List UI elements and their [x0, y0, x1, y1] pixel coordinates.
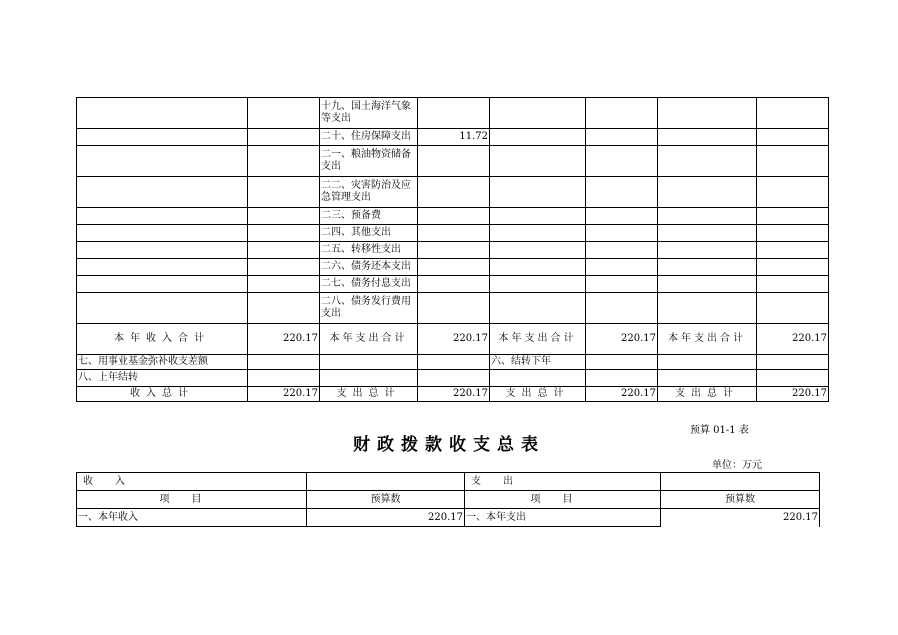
- expenditure-group-header-label: 支出: [471, 475, 535, 487]
- item-cell: [77, 225, 248, 242]
- item-cell: [490, 276, 586, 293]
- item-cell: [77, 276, 248, 293]
- form-code: 预算 01-1 表: [690, 425, 749, 436]
- amount-cell: [586, 355, 658, 370]
- amount-cell: 220.17: [248, 324, 320, 355]
- item-cell: 十九、国土海洋气象等支出: [320, 98, 418, 129]
- amount-cell: [757, 293, 829, 324]
- amount-cell: [757, 146, 829, 177]
- amount-cell: [418, 146, 490, 177]
- amount-cell: 220.17: [248, 387, 320, 402]
- amount-cell: [418, 177, 490, 208]
- amount-cell: [586, 177, 658, 208]
- item-cell: 二六、债务还本支出: [320, 259, 418, 276]
- col-header-item: 项目: [465, 491, 661, 509]
- amount-cell: [586, 370, 658, 387]
- amount-cell: [248, 98, 320, 129]
- item-cell: 二七、债务付息支出: [320, 276, 418, 293]
- amount-cell: [248, 129, 320, 146]
- income-budget-cell: 220.17: [307, 509, 465, 527]
- amount-cell: [418, 98, 490, 129]
- amount-cell: 220.17: [757, 387, 829, 402]
- fiscal-appropriation-summary-table: [76, 472, 820, 527]
- amount-cell: [586, 208, 658, 225]
- amount-cell: [757, 355, 829, 370]
- item-cell: 二三、预备费: [320, 208, 418, 225]
- amount-cell: 220.17: [418, 387, 490, 402]
- expenditure-item-cell: 一、本年支出: [465, 509, 661, 527]
- item-cell: [490, 242, 586, 259]
- amount-cell: [586, 225, 658, 242]
- amount-cell: 220.17: [586, 387, 658, 402]
- amount-cell: [757, 208, 829, 225]
- item-cell: [77, 98, 248, 129]
- item-cell: [77, 177, 248, 208]
- amount-cell: 11.72: [418, 129, 490, 146]
- amount-cell: [248, 259, 320, 276]
- item-cell: [658, 370, 757, 387]
- income-group-header-label: 收入: [83, 475, 147, 487]
- item-cell: 本年支出合计: [490, 324, 586, 355]
- item-cell: [77, 146, 248, 177]
- amount-cell: [586, 98, 658, 129]
- item-cell: 二十、住房保障支出: [320, 129, 418, 146]
- table-row: [77, 293, 829, 324]
- income-item-cell: 一、本年收入: [77, 509, 307, 527]
- item-cell: [320, 355, 418, 370]
- item-cell: [490, 259, 586, 276]
- item-cell: [77, 259, 248, 276]
- table-row: [77, 177, 829, 208]
- item-cell: [77, 129, 248, 146]
- item-cell: [658, 225, 757, 242]
- table-row: [77, 146, 829, 177]
- item-cell: 本年收入合计: [77, 324, 248, 355]
- item-cell: [658, 242, 757, 259]
- amount-cell: [248, 242, 320, 259]
- item-cell: [658, 146, 757, 177]
- item-cell: [658, 98, 757, 129]
- item-cell: [490, 146, 586, 177]
- amount-cell: [586, 129, 658, 146]
- amount-cell: [248, 355, 320, 370]
- item-cell: [490, 225, 586, 242]
- expenditure-group-header: [465, 473, 661, 491]
- table-row: [77, 129, 829, 146]
- amount-cell: [757, 177, 829, 208]
- column-header-row: [77, 491, 820, 509]
- amount-cell: [586, 293, 658, 324]
- income-group-spacer: [307, 473, 465, 491]
- income-group-header: [77, 473, 307, 491]
- item-cell: 支出总计: [320, 387, 418, 402]
- table-row: [77, 276, 829, 293]
- col-header-item: 项目: [77, 491, 307, 509]
- amount-cell: [248, 293, 320, 324]
- amount-cell: [586, 276, 658, 293]
- table-row: [77, 225, 829, 242]
- amount-cell: 220.17: [418, 324, 490, 355]
- amount-cell: [248, 225, 320, 242]
- item-cell: 二五、转移性支出: [320, 242, 418, 259]
- item-cell: [490, 177, 586, 208]
- amount-cell: [418, 225, 490, 242]
- item-cell: [77, 293, 248, 324]
- amount-cell: [418, 259, 490, 276]
- col-header-budget: 预算数: [661, 491, 820, 509]
- amount-cell: [586, 259, 658, 276]
- amount-cell: [418, 242, 490, 259]
- amount-cell: [248, 370, 320, 387]
- table-row: [77, 355, 829, 370]
- table-row: [77, 509, 820, 527]
- item-cell: [490, 370, 586, 387]
- item-cell: 支出总计: [490, 387, 586, 402]
- item-cell: 二八、债务发行费用支出: [320, 293, 418, 324]
- item-cell: 七、用事业基金弥补收支差额: [77, 355, 248, 370]
- amount-cell: [757, 98, 829, 129]
- item-cell: [658, 293, 757, 324]
- amount-cell: [757, 129, 829, 146]
- item-cell: 收入总计: [77, 387, 248, 402]
- item-cell: [658, 177, 757, 208]
- budget-summary-table-continued: [76, 97, 829, 402]
- amount-cell: [418, 370, 490, 387]
- table-row: [77, 324, 829, 355]
- amount-cell: [418, 293, 490, 324]
- amount-cell: [757, 370, 829, 387]
- col-header-budget: 预算数: [307, 491, 465, 509]
- amount-cell: [418, 276, 490, 293]
- item-cell: [658, 259, 757, 276]
- item-cell: [320, 370, 418, 387]
- item-cell: [658, 129, 757, 146]
- amount-cell: [248, 276, 320, 293]
- item-cell: 本年支出合计: [320, 324, 418, 355]
- amount-cell: [586, 242, 658, 259]
- amount-cell: [757, 225, 829, 242]
- item-cell: 支出总计: [658, 387, 757, 402]
- table-row: [77, 242, 829, 259]
- item-cell: [77, 242, 248, 259]
- table-row: [77, 259, 829, 276]
- amount-cell: 220.17: [586, 324, 658, 355]
- item-cell: [490, 208, 586, 225]
- item-cell: 本年支出合计: [658, 324, 757, 355]
- item-cell: 八、上年结转: [77, 370, 248, 387]
- item-cell: [658, 355, 757, 370]
- item-cell: 六、结转下年: [490, 355, 586, 370]
- item-cell: [490, 293, 586, 324]
- table-row: [77, 98, 829, 129]
- table-row: [77, 387, 829, 402]
- item-cell: 二一、粮油物资储备支出: [320, 146, 418, 177]
- amount-cell: [248, 208, 320, 225]
- item-cell: [77, 208, 248, 225]
- item-cell: [658, 276, 757, 293]
- amount-cell: [248, 177, 320, 208]
- amount-cell: 220.17: [757, 324, 829, 355]
- amount-cell: [418, 355, 490, 370]
- item-cell: [658, 208, 757, 225]
- table-row: [77, 208, 829, 225]
- table-row: [77, 370, 829, 387]
- amount-cell: [248, 146, 320, 177]
- amount-cell: [418, 208, 490, 225]
- expenditure-group-spacer: [661, 473, 820, 491]
- table-body: [77, 98, 829, 402]
- item-cell: 二四、其他支出: [320, 225, 418, 242]
- group-header-row: [77, 473, 820, 491]
- item-cell: [490, 129, 586, 146]
- amount-cell: [586, 146, 658, 177]
- item-cell: [490, 98, 586, 129]
- expenditure-budget-cell: 220.17: [661, 509, 820, 527]
- item-cell: 二二、灾害防治及应急管理支出: [320, 177, 418, 208]
- amount-cell: [757, 259, 829, 276]
- amount-cell: [757, 276, 829, 293]
- unit-label: 单位：万元: [712, 460, 762, 471]
- amount-cell: [757, 242, 829, 259]
- page-title: 财政拨款收支总表: [353, 435, 545, 455]
